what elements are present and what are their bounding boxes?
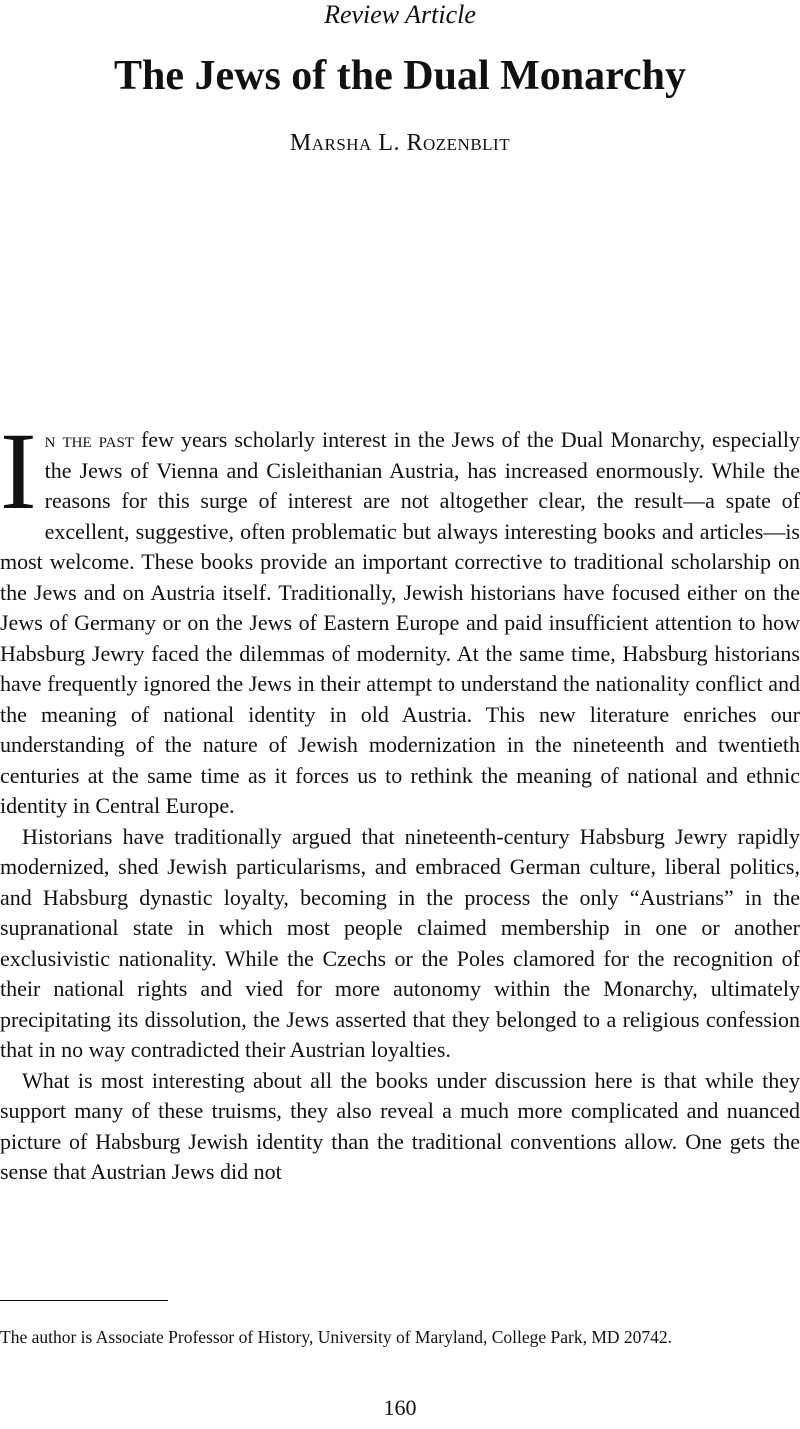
paragraph-1-text: few years scholarly interest in the Jews of the Dual Monarchy, especially the Jews of Vienna and Cisleithanian Austria, has increased enormously. While the reasons for this surge of interest are not altogether clear, the result—a spate of excellent, suggestive, often problematic but always interesting books and articles—is most welcome. These books provide an important corrective to traditional scholarship on the Jews and on Austria itself. Traditionally, Jewish historians have focused either on the Jews of Germany or on the Jews of Eastern Europe and paid insufficient attention to how Habsburg Jewry faced the dilemmas of modernity. At the same time, Habsburg historians have frequently ignored the Jews in their attempt to understand the nationality conflict and the meaning of national identity in old Austria. This new literature enriches our understanding of the nature of Jewish modernization in the nineteenth and twentieth centuries at the same time as it forces us to rethink the meaning of national and ethnic identity in Central Europe.: [0, 427, 800, 818]
article-body: [0, 410, 800, 1188]
page-number: 160: [383, 1395, 417, 1420]
article-title: The Jews of the Dual Monarchy: [113, 53, 687, 99]
author-footnote: The author is Associate Professor of History, University of Maryland, College Park, MD 20742.: [0, 1327, 673, 1347]
paragraph-1: [0, 410, 800, 822]
footnote-rule: [0, 1300, 168, 1301]
author-name: Marsha L. Rozenblit: [289, 130, 511, 156]
lead-in-smallcaps: n the past: [44, 427, 134, 452]
paragraph-3: What is most interesting about all the books under discussion here is that while they support many of these truisms, they also reveal a much more complicated and nuanced picture of Habsburg Jewish identity than the traditional conventions allow. One gets the sense that Austrian Jews did not: [0, 1067, 800, 1184]
drop-cap: I: [0, 410, 37, 532]
paragraph-2: Historians have traditionally argued that nineteenth-century Habsburg Jewry rapidly modernized, shed Jewish particularisms, and embraced German culture, liberal politics, and Habsburg dynastic loyalty, becoming in the process the only “Austrians” in the supranational state in which most people claimed membership in one or another exclusivistic nationality. While the Czechs or the Poles clamored for the recognition of their national rights and vied for more autonomy within the Monarchy, ultimately precipitating its dissolution, the Jews asserted that they belonged to a religious confession that in no way contradicted their Austrian loyalties.: [0, 823, 800, 1062]
article-kicker: Review Article: [324, 0, 476, 29]
